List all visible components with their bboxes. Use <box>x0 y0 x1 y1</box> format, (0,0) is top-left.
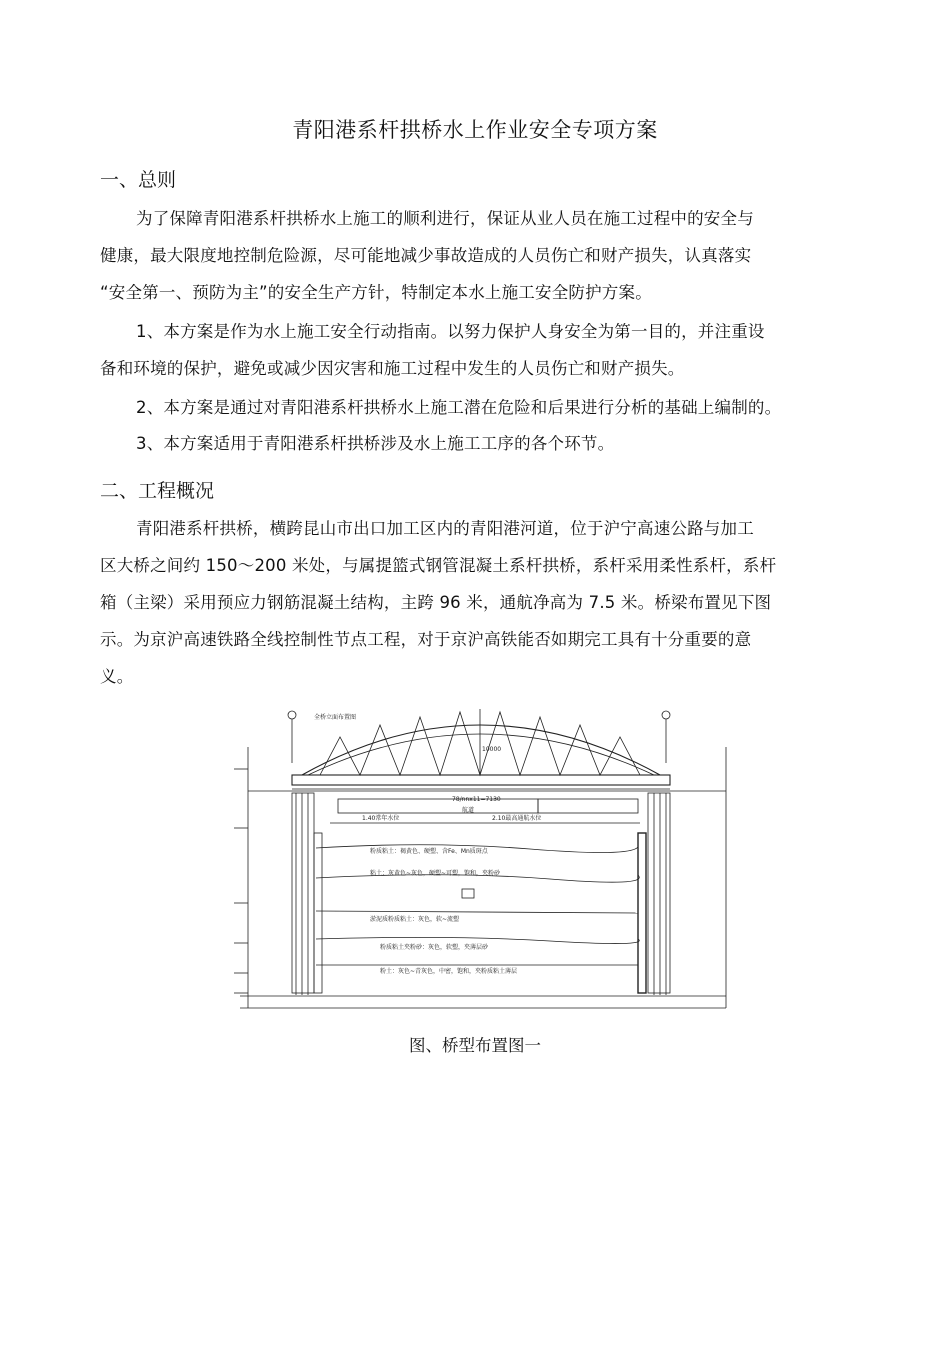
navigation-label: 航道 <box>462 807 475 814</box>
soil-note: 粉质粘土：褐黄色、硬塑、含Fe、Mn质斑点 <box>370 848 488 855</box>
soil-note: 粉土：灰色~青灰色，中密，饱和，夹粉质粘土薄层 <box>380 968 518 975</box>
text-line: 2、本方案是通过对青阳港系杆拱桥水上施工潜在危险和后果进行分析的基础上编制的。 <box>136 398 782 417</box>
paragraph-item-3 <box>100 425 860 462</box>
text-line: 青阳港系杆拱桥，横跨昆山市出口加工区内的青阳港河道，位于沪宁高速公路与加工 <box>136 519 754 538</box>
text-line: 示。为京沪高速铁路全线控制性节点工程，对于京沪高铁能否如期完工具有十分重要的意 <box>100 630 752 649</box>
text-line: 为了保障青阳港系杆拱桥水上施工的顺利进行，保证从业人员在施工过程中的安全与 <box>136 209 754 228</box>
figure-caption: 图、桥型布置图一 <box>409 1036 541 1055</box>
text-line: 箱（主梁）采用预应力钢筋混凝土结构，主跨 96 米，通航净高为 7.5 米。桥梁布置见下图 <box>100 593 772 612</box>
text-line: 备和环境的保护，避免或减少因灾害和施工过程中发生的人员伤亡和财产损失。 <box>100 359 685 378</box>
text-line: 1、本方案是作为水上施工安全行动指南。以努力保护人身安全为第一目的，并注重设 <box>136 322 765 341</box>
paragraph-item-1 <box>100 313 860 387</box>
span-dimension: 78/nnx11=7130 <box>452 796 501 803</box>
text-line: 3、本方案适用于青阳港系杆拱桥涉及水上施工工序的各个环节。 <box>136 434 615 453</box>
text-line: “安全第一、预防为主”的安全生产方针，特制定本水上施工安全防护方案。 <box>100 283 652 302</box>
bridge-layout-drawing <box>230 703 728 1013</box>
soil-note: 淤泥质粉质粘土：灰色，软~流塑 <box>370 916 460 923</box>
paragraph-overview <box>100 510 860 695</box>
soil-note: 粘土：灰黄色~灰色，硬塑~可塑，饱和，夹粉砂 <box>370 870 501 877</box>
section-heading-overview: 二、工程概况 <box>100 480 215 502</box>
drawing-title: 全桥立面布置图 <box>314 714 357 721</box>
section-heading-general: 一、总则 <box>100 169 177 191</box>
text-line: 区大桥之间约 150～200 米处，与属提篮式钢管混凝土系杆拱桥，系杆采用柔性系杆，系杆 <box>100 556 777 575</box>
left-water-level: 1.40常年水位 <box>362 815 400 822</box>
paragraph-intro <box>100 200 860 311</box>
page-title: 青阳港系杆拱桥水上作业安全专项方案 <box>292 118 658 142</box>
bridge-elevation-svg <box>230 703 728 1013</box>
rise-dimension: 10000 <box>482 746 502 753</box>
soil-note: 粉质粘土夹粉砂：灰色，软塑，夹薄层砂 <box>380 944 489 951</box>
paragraph-item-2 <box>100 389 860 426</box>
right-water-level: 2.10最高通航水位 <box>492 815 542 822</box>
text-line: 义。 <box>100 667 134 686</box>
text-line: 健康，最大限度地控制危险源，尽可能地减少事故造成的人员伤亡和财产损失，认真落实 <box>100 246 752 265</box>
